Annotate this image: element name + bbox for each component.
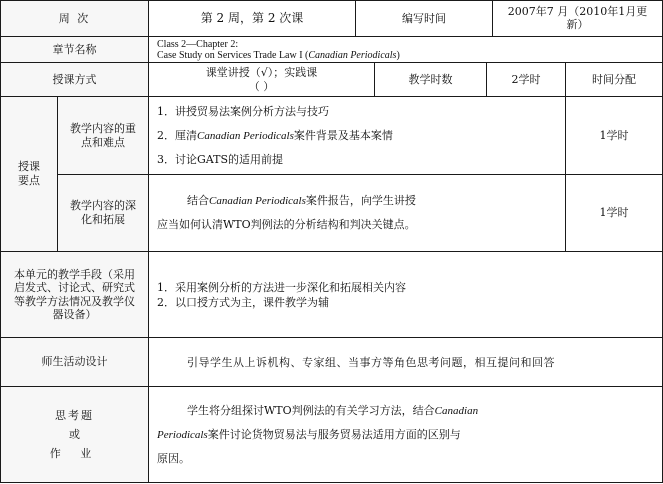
homework-content <box>149 387 663 483</box>
homework-line1: 学生将分组探讨WTO判例法的有关学习方法，结合Canadian <box>187 403 479 417</box>
week-label: 周 次 <box>0 0 149 37</box>
key-point-3: 3．讨论GATS的适用前提 <box>157 152 283 166</box>
key-point-2: 2．厘清Canadian Periodicals案件背景及基本案情 <box>157 128 393 142</box>
deepen-label: 教学内容的深化和拓展 <box>58 175 149 252</box>
key-points-time: 1学时 <box>566 97 663 175</box>
means-content <box>149 252 663 338</box>
method-option1: 课堂讲授（√）；实践课 <box>205 66 318 80</box>
case-name: Canadian Periodicals <box>209 195 306 207</box>
homework-line2: Periodicals案件讨论货物贸易法与服务贸易法适用方面的区别与 <box>157 427 461 441</box>
deepen-line1: 结合Canadian Periodicals案件报告，向学生讲授 <box>187 194 416 207</box>
homework-label-line3: 作 业 <box>49 447 100 460</box>
key-points-label: 教学内容的重点和难点 <box>58 97 149 175</box>
chapter-line2: Case Study on Services Trade Law I (Canadian Periodicals) <box>157 49 400 61</box>
key-points-content <box>149 97 566 175</box>
activity-label: 师生活动设计 <box>0 338 149 387</box>
deepen-content <box>149 175 566 252</box>
hours-value: 2学时 <box>487 63 566 97</box>
allocation-label: 时间分配 <box>566 63 663 97</box>
chapter-line1: Class 2—Chapter 2: <box>157 38 239 50</box>
date-value: 2007年7 月（2010年1月更新） <box>493 0 663 37</box>
date-label: 编写时间 <box>356 0 493 37</box>
activity-content: 引导学生从上诉机构、专家组、当事方等角色思考问题，相互提问和回答 <box>149 338 663 387</box>
case-name: Canadian Periodicals <box>308 49 397 61</box>
case-name-part2: Periodicals <box>157 428 208 441</box>
case-name: Canadian Periodicals <box>197 129 294 142</box>
means-item-2: 2．以口授方式为主，课件教学为辅 <box>157 295 329 309</box>
key-point-1: 1．讲授贸易法案例分析方法与技巧 <box>157 104 329 118</box>
homework-label <box>0 387 149 483</box>
hours-label: 教学时数 <box>375 63 487 97</box>
deepen-time: 1学时 <box>566 175 663 252</box>
means-item-1: 1．采用案例分析的方法进一步深化和拓展相关内容 <box>157 280 406 294</box>
chapter-title <box>149 37 663 63</box>
chapter-label: 章节名称 <box>0 37 149 63</box>
method-label: 授课方式 <box>0 63 149 97</box>
method-option2: （ ） <box>248 79 275 93</box>
homework-line3: 原因。 <box>157 451 190 465</box>
key-points-outer-label: 授课要点 <box>0 97 58 252</box>
homework-label-line1: 思考题 <box>55 409 94 422</box>
homework-label-line2: 或 <box>69 428 80 441</box>
method-options <box>149 63 375 97</box>
deepen-line2: 应当如何认清WTO判例法的分析结构和判决关键点。 <box>157 218 416 231</box>
means-label: 本单元的教学手段（采用启发式、讨论式、研究式等教学方法情况及教学仪器设备） <box>0 252 149 338</box>
case-name-part1: Canadian <box>434 404 479 417</box>
week-value: 第 2 周，第 2 次课 <box>149 0 356 37</box>
